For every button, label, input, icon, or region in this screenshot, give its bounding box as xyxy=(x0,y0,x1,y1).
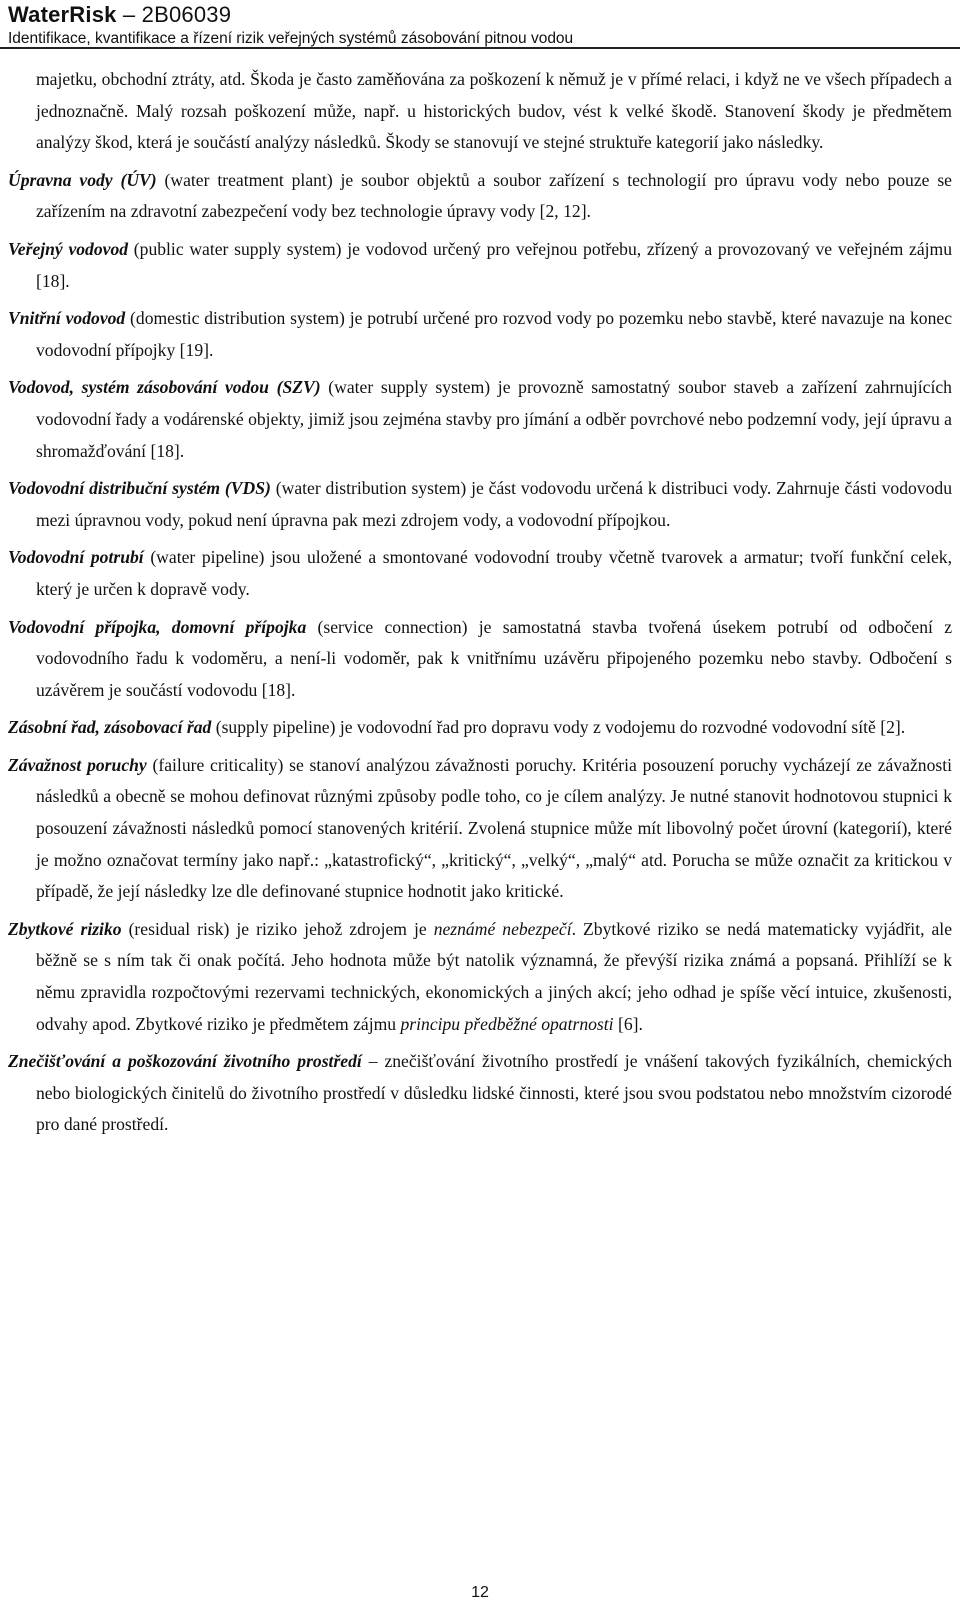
definition-verejny-vodovod xyxy=(8,234,952,297)
definition-term: Vodovodní potrubí xyxy=(8,547,144,568)
definition-zasobni-rad xyxy=(8,712,952,744)
header-title xyxy=(8,2,952,28)
definition-term: Veřejný vodovod xyxy=(8,238,129,259)
header-subtitle: Identifikace, kvantifikace a řízení rizik veřejných systémů zásobování pitnou vodou xyxy=(8,30,574,47)
definition-term: Závažnost poruchy xyxy=(8,754,147,775)
definition-term: Zásobní řad, zásobovací řad xyxy=(8,717,212,738)
definition-text: (supply pipeline) je vodovodní řad pro dopravu vody z vodojemu do rozvodné vodovodní sítě [2]. xyxy=(211,717,906,738)
definition-vodovod-szv xyxy=(8,372,952,467)
definition-text: (water pipeline) jsou uložené a smontované vodovodní trouby včetně tvarovek a armatur; tvoří funkční celek, který je určen k dopravě vody. xyxy=(36,547,952,599)
definition-text: (water supply system) je provozně samostatný soubor staveb a zařízení zahrnujících vodovodní řady a vodárenské objekty, jimiž jsou zejména stavby pro jímání a odběr povrchové nebo podzemní vody, její úpravu a shromažďování [18]. xyxy=(36,377,952,461)
definition-zavaznost-poruchy xyxy=(8,750,952,908)
definition-term: Vodovod, systém zásobování vodou (SZV) xyxy=(8,377,321,398)
project-code: – 2B06039 xyxy=(122,2,232,27)
intro-paragraph: majetku, obchodní ztráty, atd. Škoda je často zaměňována za poškození k němuž je v přímé relaci, i když ne ve všech případech a jednoznačně. Malý rozsah poškození může, např. u historických budov, vést k velké škodě. Stanovení škody je předmětem analýzy škod, která je součástí analýzy následků. Škody se stanovují ve stejné struktuře kategorií jako následky. xyxy=(36,69,952,153)
definition-vodovodni-potrubi xyxy=(8,542,952,605)
definition-text: (water treatment plant) je soubor objektů a soubor zařízení s technologií pro úpravu vody nebo pouze se zařízením na zdravotní zabezpečení vody bez technologie úpravy vody [2, 12]. xyxy=(36,169,952,222)
project-name: WaterRisk xyxy=(8,2,117,27)
definition-text: . Zbytkové riziko se nedá matematicky vyjádřit, ale běžně se s ním tak či onak počítá. Jeho hodnota může být natolik významná, že převýší rizika známá a popsaná. Přihlíží se k němu zpravidla rozpočtovými rezervami technických, ekonomických a jiných akcí; jeho odhad je spíše věcí intuice, zkušenosti, odvahy apod. Zbytkové riziko je předmětem zájmu xyxy=(36,918,953,1034)
page-header xyxy=(8,2,952,49)
definition-term: Vnitřní vodovod xyxy=(8,308,126,329)
definition-vnitrni-vodovod xyxy=(8,303,952,366)
definition-text: (domestic distribution system) je potrubí určené pro rozvod vody po pozemku nebo stavbě, které navazuje na konec vodovodní přípojky [19]. xyxy=(36,308,952,360)
definition-term: Zbytkové riziko xyxy=(8,918,122,939)
definition-znecistovani xyxy=(8,1046,952,1141)
header-divider xyxy=(0,47,960,49)
definition-vodovodni-pripojka xyxy=(8,612,952,707)
definition-upravna-vody xyxy=(8,165,952,228)
definition-term: Úpravna vody (ÚV) xyxy=(8,169,157,190)
definition-text: (failure criticality) se stanoví analýzou závažnosti poruchy. Kritéria posouzení poruchy vycházejí ze závažnosti následků a obecně se mohou definovat různými způsoby podle toho, co je cílem analýzy. Je nutné stanovit hodnotovou stupnici k posouzení závažnosti následků pomocí stanovených kritérií. Zvolená stupnice může mít libovolný počet úrovní (kategorií), které je možno označovat termíny jako např.: „katastrofický“, „kritický“, „velký“, „malý“ atd. Porucha se může označit za kritickou v případě, že její následky lze dle definované stupnice hodnotit jako kritické. xyxy=(36,754,953,902)
definition-text: (service connection) je samostatná stavba tvořená úsekem potrubí od odbočení z vodovodního řadu k vodoměru, a není-li vodoměr, pak k vnitřnímu uzávěru připojeného pozemku nebo stavby. Odbočení s uzávěrem je součástí vodovodu [18]. xyxy=(36,616,953,700)
definition-term: Znečišťování a poškozování životního prostředí xyxy=(8,1051,362,1072)
definition-text: (water distribution system) je část vodovodu určená k distribuci vody. Zahrnuje části vodovodu mezi úpravnou vody, pokud není úpravna pak mezi zdrojem vody, a vodovodní přípojkou. xyxy=(36,478,952,530)
document-body xyxy=(8,64,952,1141)
definition-text: (residual risk) je riziko jehož zdrojem je xyxy=(121,918,434,939)
definition-zbytkove-riziko xyxy=(8,914,952,1040)
definition-emphasis: principu předběžné opatrnosti xyxy=(400,1013,614,1034)
page-number: 12 xyxy=(471,1584,489,1601)
definition-text: (public water supply system) je vodovod určený pro veřejnou potřebu, zřízený a provozovaný ve veřejném zájmu [18]. xyxy=(36,238,952,291)
definition-term: Vodovodní přípojka, domovní přípojka xyxy=(8,616,307,637)
definition-vds xyxy=(8,473,952,536)
definition-term: Vodovodní distribuční systém (VDS) xyxy=(8,478,271,499)
definition-emphasis: neznámé nebezpečí xyxy=(433,918,572,939)
definition-text: – znečišťování životního prostředí je vnášení takových fyzikálních, chemických nebo biologických činitelů do životního prostředí v důsledku lidské činnosti, které jsou svou podstatou nebo množstvím cizorodé pro dané prostředí. xyxy=(36,1051,952,1135)
definition-text: [6]. xyxy=(613,1013,643,1034)
